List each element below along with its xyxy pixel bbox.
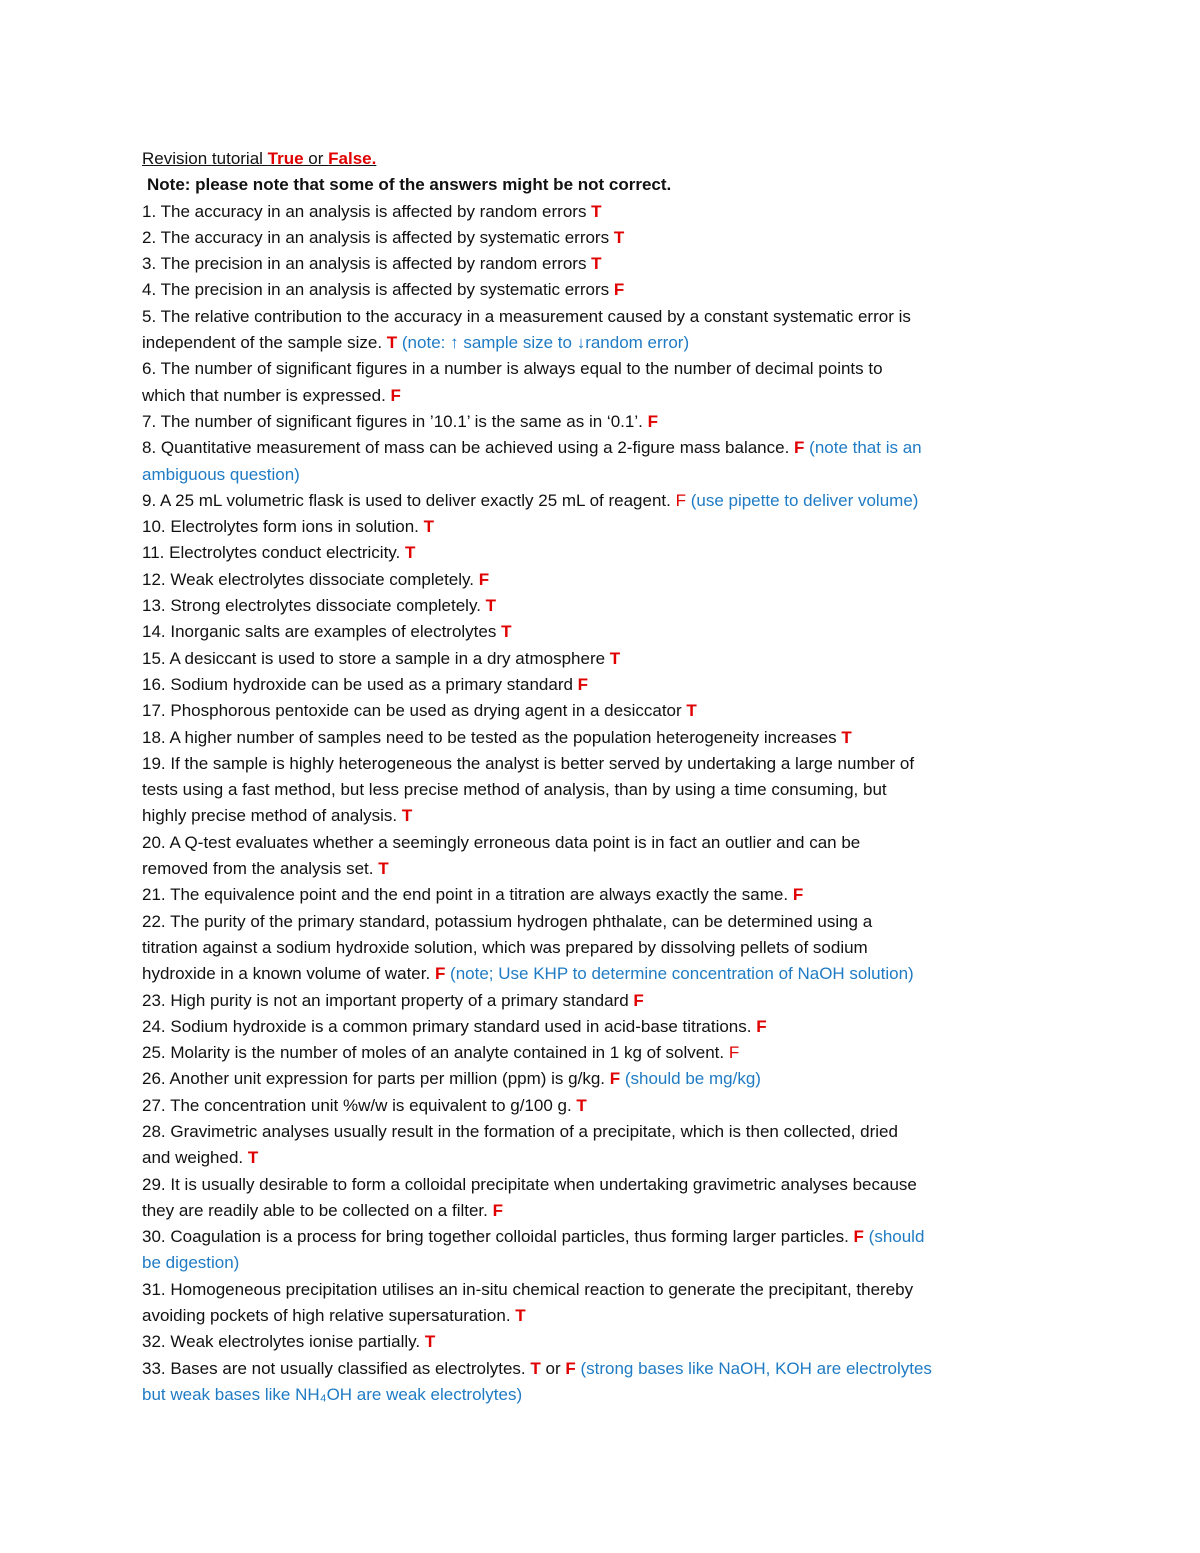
answer-label: F — [728, 1043, 740, 1063]
question-item — [142, 751, 1062, 830]
question-line — [142, 435, 1062, 461]
question-item — [142, 540, 1062, 566]
question-line — [142, 1066, 1062, 1092]
question-line — [142, 698, 1062, 724]
answer-comment: (should — [863, 1227, 925, 1247]
question-item — [142, 1224, 1062, 1277]
question-number: 31. — [142, 1279, 166, 1299]
question-number: 23. — [142, 990, 166, 1010]
question-text: Coagulation is a process for bring together colloidal particles, thus forming larger particles. — [170, 1227, 854, 1247]
question-text: High purity is not an important property of a primary standard — [170, 990, 634, 1010]
answer-label: T — [401, 806, 413, 826]
question-line — [142, 277, 1062, 303]
question-text: independent of the sample size. — [142, 333, 387, 353]
question-line — [142, 1356, 1062, 1382]
question-text: The purity of the primary standard, potassium hydrogen phthalate, can be determined using a — [170, 911, 873, 931]
question-number: 32. — [142, 1332, 166, 1352]
question-line — [142, 830, 1062, 856]
answer-label: T — [501, 622, 512, 642]
question-item — [142, 304, 1062, 357]
question-text: A desiccant is used to store a sample in a dry atmosphere — [169, 648, 610, 668]
question-line — [142, 646, 1062, 672]
question-item — [142, 725, 1062, 751]
question-line — [142, 330, 1062, 356]
question-item — [142, 882, 1062, 908]
question-text: tests using a fast method, but less precise method of analysis, than by using a time consuming, but — [142, 780, 887, 800]
question-number: 5. — [142, 306, 157, 326]
question-item — [142, 409, 1062, 435]
question-line — [142, 593, 1062, 619]
answer-label: F — [792, 885, 804, 905]
question-item — [142, 488, 1062, 514]
question-number: 20. — [142, 832, 166, 852]
question-text: Sodium hydroxide can be used as a primary standard — [170, 674, 578, 694]
question-number: 26. — [142, 1069, 166, 1089]
question-item — [142, 646, 1062, 672]
answer-label: F — [853, 1227, 864, 1247]
question-number: 4. — [142, 280, 157, 300]
question-number: 33. — [142, 1358, 166, 1378]
answer-comment: (note: ↑ sample size to ↓random error) — [397, 333, 690, 353]
question-item — [142, 1277, 1062, 1330]
question-item — [142, 225, 1062, 251]
question-text: The number of significant figures in a number is always equal to the number of decimal points to — [160, 359, 883, 379]
question-text: highly precise method of analysis. — [142, 806, 402, 826]
disclaimer-note: Note: please note that some of the answers might be not correct. — [147, 175, 672, 195]
question-text: The precision in an analysis is affected by random errors — [160, 254, 592, 274]
question-line — [142, 1329, 1062, 1355]
question-line — [142, 882, 1062, 908]
question-number: 29. — [142, 1174, 166, 1194]
question-number: 6. — [142, 359, 157, 379]
question-line — [142, 1277, 1062, 1303]
question-item — [142, 909, 1062, 988]
question-text: The precision in an analysis is affected by systematic errors — [160, 280, 614, 300]
answer-comment-continued: but weak bases like NH₄OH are weak electrolytes) — [142, 1384, 523, 1404]
title-false-word: False. — [328, 149, 377, 168]
question-line — [142, 514, 1062, 540]
title-or-word: or — [303, 149, 329, 168]
question-number: 24. — [142, 1016, 166, 1036]
question-text: Bases are not usually classified as electrolytes. — [170, 1358, 531, 1378]
question-item — [142, 1329, 1062, 1355]
question-text: Phosphorous pentoxide can be used as drying agent in a desiccator — [170, 701, 687, 721]
question-item — [142, 567, 1062, 593]
question-text: Inorganic salts are examples of electrolytes — [170, 622, 502, 642]
question-line — [142, 304, 1062, 330]
question-text: The accuracy in an analysis is affected by systematic errors — [160, 227, 614, 247]
document-body — [142, 146, 1062, 1408]
answer-label: T — [686, 701, 697, 721]
question-item — [142, 1172, 1062, 1225]
question-text: Weak electrolytes dissociate completely. — [170, 569, 479, 589]
answer-comment-continued: ambiguous question) — [142, 464, 300, 484]
answer-label: T — [424, 1332, 436, 1352]
question-number: 21. — [142, 885, 166, 905]
question-text: Quantitative measurement of mass can be achieved using a 2-figure mass balance. — [160, 438, 795, 458]
answer-label: F — [478, 569, 490, 589]
question-line — [142, 567, 1062, 593]
answer-label: F — [633, 990, 644, 1010]
question-item — [142, 1093, 1062, 1119]
question-item — [142, 199, 1062, 225]
question-text: they are readily able to be collected on a filter. — [142, 1200, 493, 1220]
question-number: 19. — [142, 753, 166, 773]
question-text: Another unit expression for parts per million (ppm) is g/kg. — [169, 1069, 610, 1089]
question-line — [142, 251, 1062, 277]
question-item — [142, 830, 1062, 883]
question-item — [142, 435, 1062, 488]
question-number: 16. — [142, 674, 166, 694]
question-line — [142, 1014, 1062, 1040]
question-text: Electrolytes conduct electricity. — [169, 543, 405, 563]
question-text: hydroxide in a known volume of water. — [142, 964, 435, 984]
answer-comment: (note; Use KHP to determine concentration of NaOH solution) — [445, 964, 914, 984]
question-text: The relative contribution to the accuracy in a measurement caused by a constant systematic error is — [160, 306, 911, 326]
question-number: 3. — [142, 254, 157, 274]
question-line — [142, 988, 1062, 1014]
answer-label: T — [591, 254, 602, 274]
question-item — [142, 356, 1062, 409]
question-item — [142, 1066, 1062, 1092]
question-line — [142, 856, 1062, 882]
question-number: 9. — [142, 490, 157, 510]
question-text: The concentration unit %w/w is equivalent to g/100 g. — [170, 1095, 577, 1115]
question-number: 7. — [142, 411, 157, 431]
question-line — [142, 383, 1062, 409]
question-number: 15. — [142, 648, 166, 668]
question-line — [142, 409, 1062, 435]
question-item — [142, 672, 1062, 698]
answer-label: T — [378, 859, 389, 879]
question-item — [142, 514, 1062, 540]
question-text: removed from the analysis set. — [142, 859, 379, 879]
answer-label: F — [613, 280, 625, 300]
question-list — [142, 199, 1062, 1409]
question-number: 25. — [142, 1043, 166, 1063]
answer-label: F — [609, 1069, 621, 1089]
question-number: 2. — [142, 227, 157, 247]
question-text: avoiding pockets of high relative supersaturation. — [142, 1306, 516, 1326]
question-line — [142, 751, 1062, 777]
answer-label: T — [613, 227, 625, 247]
question-number: 11. — [142, 543, 165, 563]
answer-label: F — [492, 1200, 503, 1220]
question-line — [142, 1172, 1062, 1198]
question-line — [142, 1145, 1062, 1171]
question-line — [142, 488, 1062, 514]
title-prefix: Revision tutorial — [142, 149, 268, 168]
answer-comment: (should be mg/kg) — [620, 1069, 761, 1089]
question-item — [142, 988, 1062, 1014]
question-number: 27. — [142, 1095, 166, 1115]
question-number: 14. — [142, 622, 166, 642]
question-item — [142, 277, 1062, 303]
answer-label: T — [530, 1358, 541, 1378]
question-text: A Q-test evaluates whether a seemingly erroneous data point is in fact an outlier and can be — [169, 832, 861, 852]
answer-label: F — [647, 411, 658, 431]
answer-label: T — [591, 201, 602, 221]
question-item — [142, 593, 1062, 619]
question-text: Strong electrolytes dissociate completely. — [170, 596, 486, 616]
answer-comment-continued: be digestion) — [142, 1253, 240, 1273]
question-line — [142, 1093, 1062, 1119]
question-number: 8. — [142, 438, 157, 458]
question-line — [142, 1224, 1062, 1250]
question-item — [142, 1014, 1062, 1040]
question-text: Electrolytes form ions in solution. — [170, 517, 424, 537]
question-item — [142, 1119, 1062, 1172]
question-line — [142, 935, 1062, 961]
answer-label: T — [515, 1306, 526, 1326]
answer-label: T — [485, 596, 497, 616]
answer-label: T — [609, 648, 621, 668]
question-number: 28. — [142, 1121, 166, 1141]
answer-label: T — [576, 1095, 587, 1115]
question-line — [142, 725, 1062, 751]
question-line — [142, 199, 1062, 225]
answer-separator: or — [540, 1358, 566, 1378]
question-number: 17. — [142, 701, 166, 721]
question-line — [142, 1303, 1062, 1329]
answer-comment: (use pipette to deliver volume) — [685, 490, 919, 510]
answer-label: F — [794, 438, 805, 458]
question-line — [142, 225, 1062, 251]
question-line — [142, 909, 1062, 935]
question-line — [142, 803, 1062, 829]
answer-label: F — [675, 490, 686, 510]
document-title — [142, 146, 1062, 172]
question-text: which that number is expressed. — [142, 385, 391, 405]
answer-label: F — [390, 385, 401, 405]
question-line — [142, 356, 1062, 382]
question-text: The equivalence point and the end point in a titration are always exactly the same. — [170, 885, 793, 905]
question-text: It is usually desirable to form a colloidal precipitate when undertaking gravimetric analyses because — [170, 1174, 917, 1194]
answer-comment: (note that is an — [804, 438, 922, 458]
question-number: 12. — [142, 569, 166, 589]
question-number: 30. — [142, 1227, 166, 1247]
question-text: If the sample is highly heterogeneous the analyst is better served by undertaking a large number of — [170, 753, 915, 773]
answer-label: F — [434, 964, 446, 984]
question-line — [142, 672, 1062, 698]
question-item — [142, 1356, 1062, 1409]
question-number: 13. — [142, 596, 166, 616]
question-line — [142, 961, 1062, 987]
question-line — [142, 1040, 1062, 1066]
question-item — [142, 251, 1062, 277]
answer-label: T — [423, 517, 434, 537]
question-number: 10. — [142, 517, 166, 537]
question-text: Homogeneous precipitation utilises an in-situ chemical reaction to generate the precipitant, thereby — [170, 1279, 914, 1299]
question-line — [142, 777, 1062, 803]
question-item — [142, 698, 1062, 724]
answer-label: F — [577, 674, 589, 694]
question-line — [142, 1198, 1062, 1224]
question-number: 18. — [142, 727, 166, 747]
question-item — [142, 619, 1062, 645]
question-number: 1. — [142, 201, 157, 221]
answer-comment: (strong bases like NaOH, KOH are electrolytes — [575, 1358, 932, 1378]
question-text: Weak electrolytes ionise partially. — [170, 1332, 425, 1352]
question-text: titration against a sodium hydroxide solution, which was prepared by dissolving pellets of sodium — [142, 937, 868, 957]
question-number: 22. — [142, 911, 166, 931]
question-text: The accuracy in an analysis is affected by random errors — [160, 201, 592, 221]
answer-label: T — [386, 333, 398, 353]
question-text: The number of significant figures in ’10.1’ is the same as in ‘0.1’. — [160, 411, 648, 431]
question-line — [142, 1119, 1062, 1145]
answer-label: T — [247, 1148, 259, 1168]
question-line — [142, 619, 1062, 645]
question-text: A higher number of samples need to be tested as the population heterogeneity increases — [169, 727, 842, 747]
question-text: and weighed. — [142, 1148, 248, 1168]
answer-label-alt: F — [565, 1358, 576, 1378]
title-true-word: True — [267, 149, 304, 168]
question-item — [142, 1040, 1062, 1066]
question-text: Sodium hydroxide is a common primary standard used in acid-base titrations. — [170, 1016, 757, 1036]
question-text: A 25 mL volumetric flask is used to deliver exactly 25 mL of reagent. — [159, 490, 676, 510]
question-line — [142, 540, 1062, 566]
question-text: Gravimetric analyses usually result in the formation of a precipitate, which is then collected, dried — [170, 1121, 898, 1141]
answer-label: T — [405, 543, 416, 563]
answer-label: F — [756, 1016, 767, 1036]
question-text: Molarity is the number of moles of an analyte contained in 1 kg of solvent. — [170, 1043, 729, 1063]
answer-label: T — [841, 727, 852, 747]
